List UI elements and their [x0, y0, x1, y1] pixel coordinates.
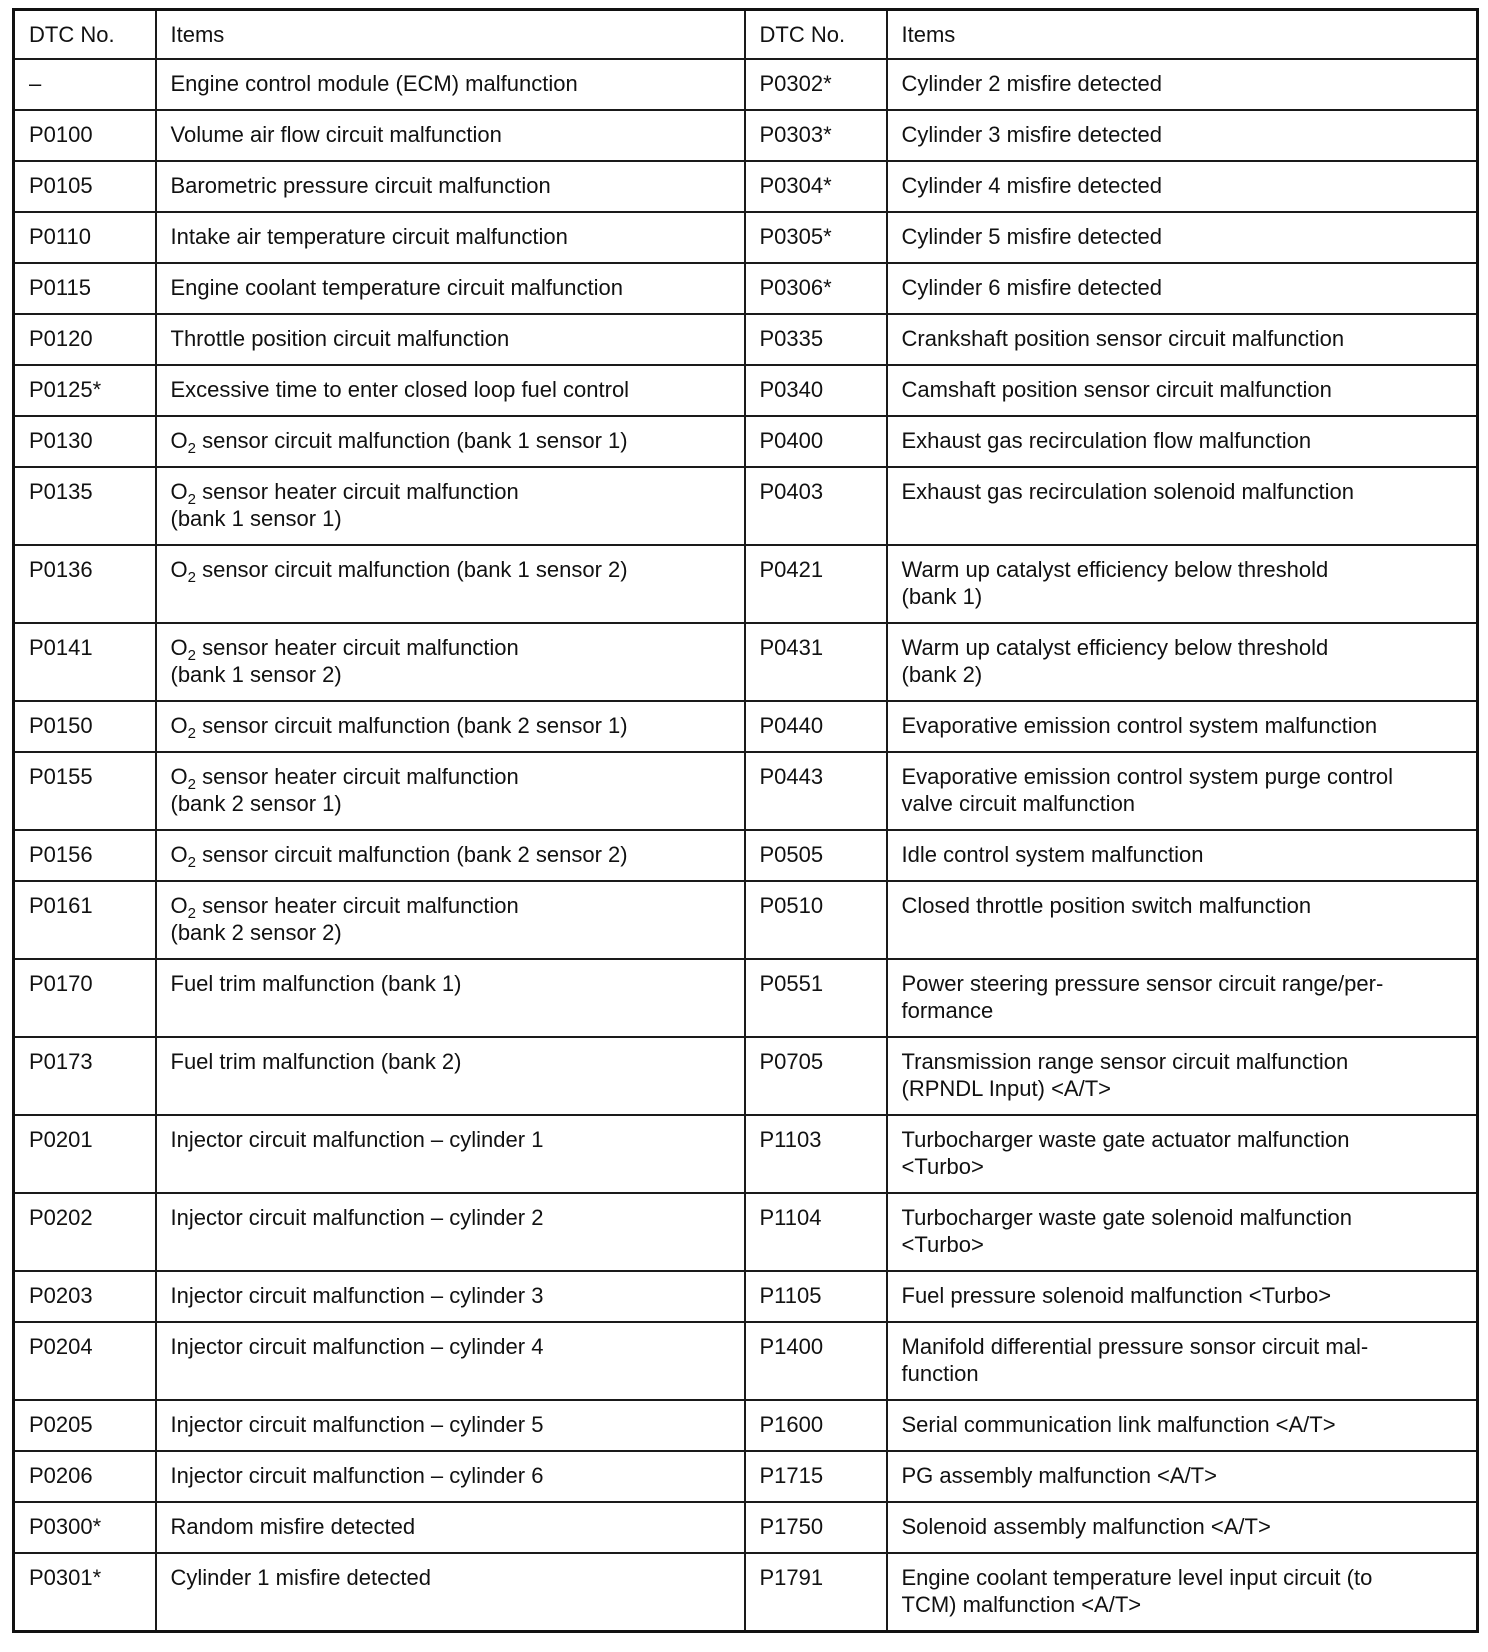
dtc-code-left: P0130 [14, 416, 156, 467]
dtc-code-right: P0340 [745, 365, 887, 416]
dtc-code-right: P0306* [745, 263, 887, 314]
table-row [14, 110, 1478, 161]
dtc-item-right-text: Exhaust gas recirculation solenoid malfunction [901, 479, 1354, 504]
dtc-item-left [156, 314, 745, 365]
table-row [14, 263, 1478, 314]
dtc-item-left [156, 959, 745, 1037]
table-row [14, 1451, 1478, 1502]
table-row [14, 365, 1478, 416]
dtc-item-left-text-rest: sensor circuit malfunction (bank 1 sensor 2) [195, 557, 628, 582]
table-row [14, 212, 1478, 263]
dtc-item-right [887, 110, 1478, 161]
dtc-item-left-text: O [170, 479, 188, 504]
dtc-code-left: P0301* [14, 1553, 156, 1632]
dtc-item-left-text: Fuel trim malfunction (bank 1) [170, 971, 462, 996]
dtc-code-left: P0125* [14, 365, 156, 416]
table-row [14, 1502, 1478, 1553]
dtc-item-right-text: Warm up catalyst efficiency below threshold [901, 635, 1329, 660]
table-row [14, 1400, 1478, 1451]
dtc-item-right [887, 467, 1478, 545]
dtc-item-right-line2: <Turbo> [901, 1154, 984, 1179]
dtc-item-left-text-rest: sensor heater circuit malfunction [195, 764, 519, 789]
table-row [14, 59, 1478, 110]
dtc-item-right-text: Idle control system malfunction [901, 842, 1204, 867]
dtc-item-right-text: Cylinder 6 misfire detected [901, 275, 1162, 300]
table-row [14, 467, 1478, 545]
dtc-item-right-text: Crankshaft position sensor circuit malfunction [901, 326, 1345, 351]
dtc-code-left: P0120 [14, 314, 156, 365]
dtc-item-left [156, 110, 745, 161]
subscript-2: 2 [187, 647, 196, 664]
table-row [14, 752, 1478, 830]
header-dtc-no-right: DTC No. [745, 10, 887, 60]
dtc-item-right-text: Camshaft position sensor circuit malfunction [901, 377, 1332, 402]
dtc-item-right-text: Manifold differential pressure sonsor circuit mal- [901, 1334, 1369, 1359]
dtc-item-right [887, 1271, 1478, 1322]
dtc-code-right: P0304* [745, 161, 887, 212]
dtc-item-left [156, 1115, 745, 1193]
dtc-item-left-text: Cylinder 1 misfire detected [170, 1565, 431, 1590]
dtc-item-right-line2: (bank 2) [901, 662, 983, 687]
dtc-code-right: P0443 [745, 752, 887, 830]
dtc-item-left-text: O [170, 842, 188, 867]
dtc-item-right [887, 161, 1478, 212]
dtc-item-left [156, 161, 745, 212]
dtc-item-right [887, 623, 1478, 701]
dtc-item-left [156, 1322, 745, 1400]
dtc-item-left-text: Random misfire detected [170, 1514, 416, 1539]
dtc-code-right: P0421 [745, 545, 887, 623]
dtc-item-left-text: Injector circuit malfunction – cylinder 2 [170, 1205, 544, 1230]
dtc-item-right-text: Fuel pressure solenoid malfunction <Turbo> [901, 1283, 1332, 1308]
dtc-code-right: P1600 [745, 1400, 887, 1451]
dtc-item-right-text: Evaporative emission control system malfunction [901, 713, 1378, 738]
dtc-item-left-line2: (bank 1 sensor 1) [170, 506, 342, 531]
dtc-item-right [887, 59, 1478, 110]
dtc-item-left-text: Intake air temperature circuit malfunction [170, 224, 568, 249]
dtc-item-left-text: Volume air flow circuit malfunction [170, 122, 502, 147]
dtc-item-left [156, 365, 745, 416]
dtc-item-left-text-rest: sensor circuit malfunction (bank 2 sensor 2) [195, 842, 628, 867]
dtc-item-left [156, 467, 745, 545]
dtc-item-left-text-rest: sensor circuit malfunction (bank 1 sensor 1) [195, 428, 628, 453]
dtc-code-right: P1791 [745, 1553, 887, 1632]
dtc-item-right [887, 1193, 1478, 1271]
dtc-item-left-text: O [170, 893, 188, 918]
dtc-code-left: P0170 [14, 959, 156, 1037]
dtc-item-left [156, 263, 745, 314]
dtc-code-right: P1715 [745, 1451, 887, 1502]
dtc-code-left: P0173 [14, 1037, 156, 1115]
dtc-code-right: P0505 [745, 830, 887, 881]
dtc-code-left: P0201 [14, 1115, 156, 1193]
subscript-2: 2 [187, 776, 196, 793]
dtc-item-right [887, 959, 1478, 1037]
dtc-table [12, 8, 1479, 1633]
dtc-item-left [156, 59, 745, 110]
dtc-code-left: P0135 [14, 467, 156, 545]
dtc-item-left-text: O [170, 635, 188, 660]
dtc-item-left-text: Engine control module (ECM) malfunction [170, 71, 578, 96]
table-row [14, 1322, 1478, 1400]
dtc-item-left [156, 1553, 745, 1632]
header-dtc-no-left: DTC No. [14, 10, 156, 60]
dtc-item-left [156, 545, 745, 623]
dtc-item-right-line2: <Turbo> [901, 1232, 984, 1257]
dtc-item-left-text: Injector circuit malfunction – cylinder 5 [170, 1412, 544, 1437]
dtc-code-right: P0551 [745, 959, 887, 1037]
dtc-item-right-text: Closed throttle position switch malfunction [901, 893, 1312, 918]
table-row [14, 314, 1478, 365]
dtc-item-left [156, 212, 745, 263]
dtc-item-left [156, 1400, 745, 1451]
dtc-code-left: P0206 [14, 1451, 156, 1502]
dtc-item-right [887, 1400, 1478, 1451]
dtc-item-right-text: Cylinder 2 misfire detected [901, 71, 1162, 96]
dtc-item-left-text: Injector circuit malfunction – cylinder 3 [170, 1283, 544, 1308]
table-row [14, 1271, 1478, 1322]
dtc-code-left: P0205 [14, 1400, 156, 1451]
dtc-item-left-text: Engine coolant temperature circuit malfunction [170, 275, 623, 300]
dtc-item-right [887, 365, 1478, 416]
dtc-code-left: P0300* [14, 1502, 156, 1553]
table-row [14, 161, 1478, 212]
table-row [14, 959, 1478, 1037]
subscript-2: 2 [187, 440, 196, 457]
dtc-item-left-text: Injector circuit malfunction – cylinder 4 [170, 1334, 544, 1359]
dtc-item-right-text: PG assembly malfunction <A/T> [901, 1463, 1217, 1488]
dtc-item-left-text: Throttle position circuit malfunction [170, 326, 510, 351]
table-row [14, 416, 1478, 467]
dtc-item-right [887, 752, 1478, 830]
dtc-item-right-text: Warm up catalyst efficiency below threshold [901, 557, 1329, 582]
dtc-item-left [156, 1502, 745, 1553]
dtc-item-left-text: O [170, 713, 188, 738]
dtc-item-left-text: Barometric pressure circuit malfunction [170, 173, 551, 198]
dtc-code-right: P1105 [745, 1271, 887, 1322]
dtc-code-left: P0156 [14, 830, 156, 881]
dtc-item-left-text-rest: sensor heater circuit malfunction [195, 479, 519, 504]
table-row [14, 881, 1478, 959]
dtc-item-right-line2: formance [901, 998, 994, 1023]
dtc-code-left: P0115 [14, 263, 156, 314]
dtc-code-right: P1103 [745, 1115, 887, 1193]
dtc-item-left-text: Injector circuit malfunction – cylinder 1 [170, 1127, 544, 1152]
dtc-item-right-text: Power steering pressure sensor circuit range/per- [901, 971, 1384, 996]
dtc-item-right-line2: function [901, 1361, 979, 1386]
dtc-item-left-line2: (bank 2 sensor 1) [170, 791, 342, 816]
dtc-item-left [156, 701, 745, 752]
dtc-code-right: P1400 [745, 1322, 887, 1400]
table-row [14, 830, 1478, 881]
dtc-code-right: P0431 [745, 623, 887, 701]
dtc-item-right [887, 1451, 1478, 1502]
dtc-item-left [156, 1451, 745, 1502]
subscript-2: 2 [187, 725, 196, 742]
dtc-item-right-text: Cylinder 5 misfire detected [901, 224, 1162, 249]
dtc-code-left: P0204 [14, 1322, 156, 1400]
dtc-item-right-line2: valve circuit malfunction [901, 791, 1136, 816]
dtc-item-right [887, 1115, 1478, 1193]
dtc-code-left: P0155 [14, 752, 156, 830]
dtc-item-left-text-rest: sensor circuit malfunction (bank 2 sensor 1) [195, 713, 628, 738]
dtc-item-right [887, 830, 1478, 881]
dtc-code-right: P0303* [745, 110, 887, 161]
dtc-code-right: P0440 [745, 701, 887, 752]
dtc-item-left [156, 623, 745, 701]
dtc-item-right [887, 881, 1478, 959]
dtc-item-right-text: Evaporative emission control system purge control [901, 764, 1394, 789]
dtc-item-left [156, 752, 745, 830]
dtc-code-left: P0161 [14, 881, 156, 959]
dtc-item-right [887, 545, 1478, 623]
dtc-item-left-line2: (bank 1 sensor 2) [170, 662, 342, 687]
dtc-code-right: P0705 [745, 1037, 887, 1115]
dtc-code-right: P0403 [745, 467, 887, 545]
dtc-item-left-text: O [170, 428, 188, 453]
dtc-item-left-text-rest: sensor heater circuit malfunction [195, 893, 519, 918]
dtc-item-left-text: Fuel trim malfunction (bank 2) [170, 1049, 462, 1074]
dtc-item-right-text: Solenoid assembly malfunction <A/T> [901, 1514, 1271, 1539]
table-row [14, 545, 1478, 623]
dtc-item-right-text: Turbocharger waste gate actuator malfunction [901, 1127, 1350, 1152]
dtc-code-right: P0510 [745, 881, 887, 959]
dtc-item-right [887, 1502, 1478, 1553]
dtc-code-right: P0400 [745, 416, 887, 467]
dtc-code-left: P0141 [14, 623, 156, 701]
dtc-item-right-text: Exhaust gas recirculation flow malfunction [901, 428, 1312, 453]
table-row [14, 701, 1478, 752]
dtc-code-right: P0305* [745, 212, 887, 263]
dtc-code-left: P0203 [14, 1271, 156, 1322]
dtc-item-right-line2: (RPNDL Input) <A/T> [901, 1076, 1111, 1101]
dtc-item-left-text: Excessive time to enter closed loop fuel control [170, 377, 630, 402]
dtc-item-left [156, 1193, 745, 1271]
dtc-item-left [156, 830, 745, 881]
dtc-item-left [156, 881, 745, 959]
dtc-code-left: P0105 [14, 161, 156, 212]
subscript-2: 2 [187, 905, 196, 922]
dtc-code-left: P0150 [14, 701, 156, 752]
dtc-item-left-text: Injector circuit malfunction – cylinder 6 [170, 1463, 544, 1488]
header-items-right: Items [887, 10, 1478, 60]
dtc-item-right-line2: TCM) malfunction <A/T> [901, 1592, 1142, 1617]
dtc-code-left: P0136 [14, 545, 156, 623]
dtc-code-left: P0202 [14, 1193, 156, 1271]
dtc-code-right: P0335 [745, 314, 887, 365]
dtc-item-right [887, 416, 1478, 467]
dtc-code-left: – [14, 59, 156, 110]
dtc-item-right-text: Cylinder 3 misfire detected [901, 122, 1162, 147]
subscript-2: 2 [187, 854, 196, 871]
dtc-code-right: P1750 [745, 1502, 887, 1553]
dtc-item-left [156, 416, 745, 467]
dtc-item-left-text: O [170, 557, 188, 582]
dtc-item-right [887, 1322, 1478, 1400]
header-items-left: Items [156, 10, 745, 60]
table-row [14, 1115, 1478, 1193]
dtc-table-page [12, 8, 1476, 1633]
dtc-item-right [887, 1553, 1478, 1632]
dtc-table-body [14, 59, 1478, 1632]
dtc-item-left [156, 1271, 745, 1322]
dtc-item-left-text: O [170, 764, 188, 789]
dtc-item-right-text: Engine coolant temperature level input circuit (to [901, 1565, 1373, 1590]
dtc-item-right [887, 314, 1478, 365]
subscript-2: 2 [187, 569, 196, 586]
table-row [14, 1193, 1478, 1271]
dtc-code-right: P0302* [745, 59, 887, 110]
dtc-item-left-text-rest: sensor heater circuit malfunction [195, 635, 519, 660]
dtc-item-left [156, 1037, 745, 1115]
dtc-item-right-text: Turbocharger waste gate solenoid malfunction [901, 1205, 1352, 1230]
dtc-code-left: P0110 [14, 212, 156, 263]
dtc-item-left-line2: (bank 2 sensor 2) [170, 920, 342, 945]
dtc-item-right [887, 1037, 1478, 1115]
dtc-item-right [887, 212, 1478, 263]
dtc-code-left: P0100 [14, 110, 156, 161]
header-row [14, 10, 1478, 60]
table-row [14, 623, 1478, 701]
dtc-item-right-text: Transmission range sensor circuit malfunction [901, 1049, 1349, 1074]
table-row [14, 1553, 1478, 1632]
dtc-code-right: P1104 [745, 1193, 887, 1271]
dtc-item-right [887, 701, 1478, 752]
dtc-item-right-text: Serial communication link malfunction <A/T> [901, 1412, 1336, 1437]
dtc-item-right-text: Cylinder 4 misfire detected [901, 173, 1162, 198]
table-row [14, 1037, 1478, 1115]
dtc-item-right-line2: (bank 1) [901, 584, 983, 609]
subscript-2: 2 [187, 491, 196, 508]
dtc-item-right [887, 263, 1478, 314]
